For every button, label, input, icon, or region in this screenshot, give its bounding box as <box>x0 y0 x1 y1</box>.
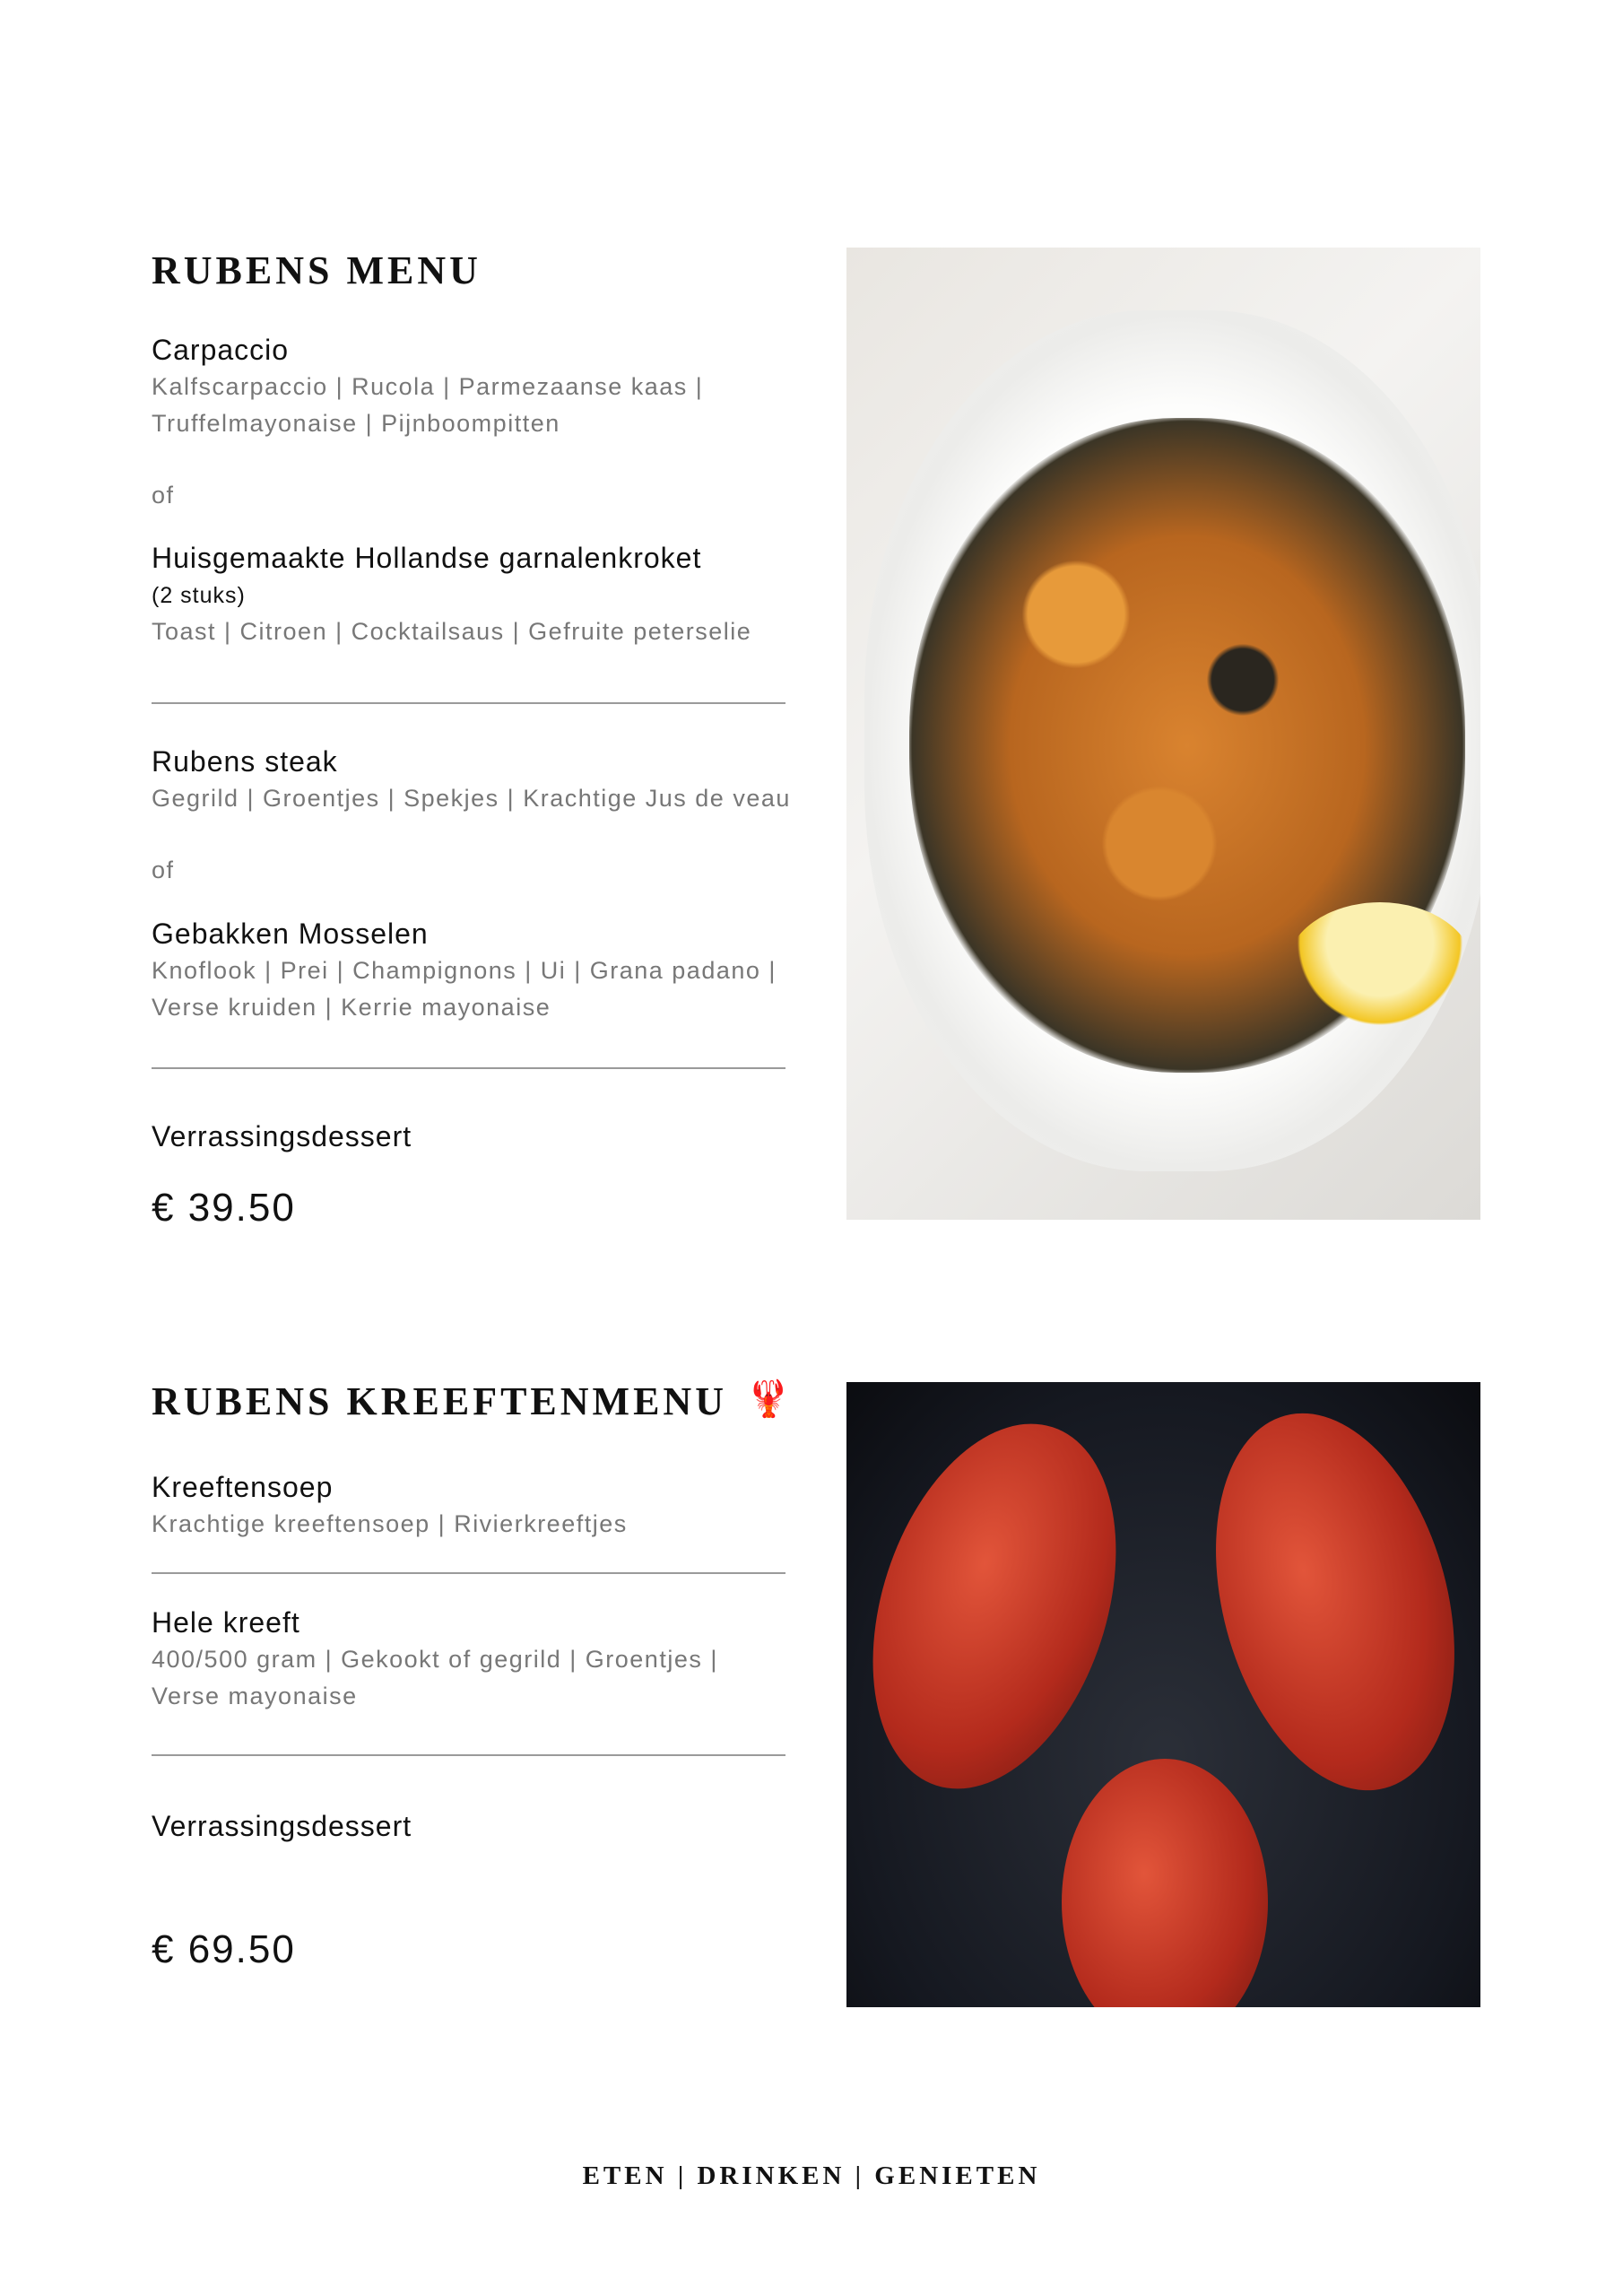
menu-price: € 39.50 <box>152 1186 296 1230</box>
dish-description: Kalfscarpaccio | Rucola | Parmezaanse kaas | <box>152 373 704 400</box>
dish-description: Toast | Citroen | Cocktailsaus | Gefruite peterselie <box>152 618 752 645</box>
dish-note: (2 stuks) <box>152 583 246 608</box>
dish-name: Carpaccio <box>152 334 290 366</box>
divider <box>152 1572 785 1574</box>
or-label: of <box>152 482 175 509</box>
divider <box>152 702 785 704</box>
dish-description: Truffelmayonaise | Pijnboompitten <box>152 410 560 437</box>
menu-title: RUBENS MENU <box>152 248 482 292</box>
lobster-photo <box>846 1382 1480 2007</box>
dish-description: Gegrild | Groentjes | Spekjes | Krachtige Jus de veau <box>152 785 791 812</box>
menu-title: RUBENS KREEFTENMENU <box>152 1379 727 1423</box>
dish-name: Gebakken Mosselen <box>152 918 429 950</box>
dessert-name: Verrassingsdessert <box>152 1120 412 1152</box>
dish-description: 400/500 gram | Gekookt of gegrild | Groentjes | <box>152 1646 718 1673</box>
dessert-name: Verrassingsdessert <box>152 1810 412 1842</box>
dish-description: Krachtige kreeftensoep | Rivierkreeftjes <box>152 1510 628 1537</box>
menu-price: € 69.50 <box>152 1927 296 1971</box>
dish-name: Huisgemaakte Hollandse garnalenkroket <box>152 542 702 574</box>
or-label: of <box>152 857 175 883</box>
dish-description: Verse kruiden | Kerrie mayonaise <box>152 994 551 1021</box>
dish-name: Rubens steak <box>152 745 338 778</box>
lobster-icon: 🦞 <box>746 1378 791 1420</box>
footer-tagline: ETEN | DRINKEN | GENIETEN <box>582 2161 1041 2190</box>
dish-name: Kreeftensoep <box>152 1471 334 1503</box>
dish-description: Verse mayonaise <box>152 1683 358 1709</box>
dish-description: Knoflook | Prei | Champignons | Ui | Grana padano | <box>152 957 777 984</box>
dish-name: Hele kreeft <box>152 1606 300 1639</box>
divider <box>152 1067 785 1069</box>
mussels-photo <box>846 248 1480 1220</box>
divider <box>152 1754 785 1756</box>
